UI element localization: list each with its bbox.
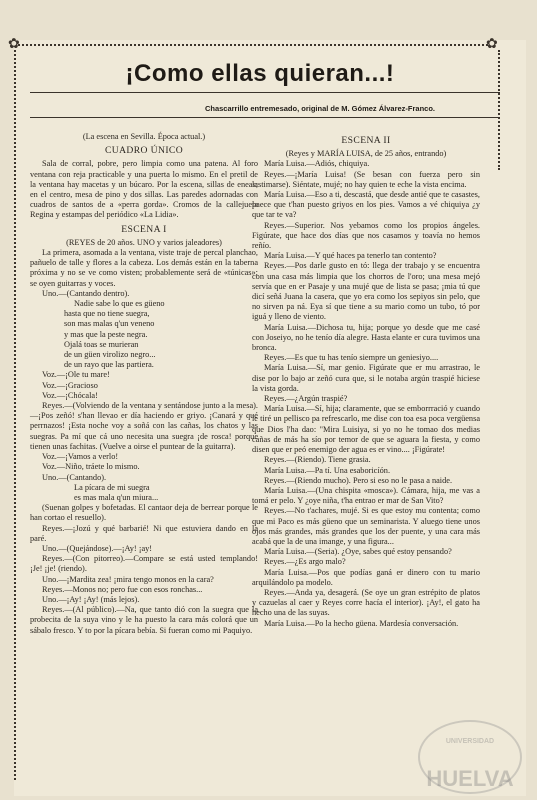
paragraph: Uno.—¡Mardita zea! ¡mira tengo monos en la cara? [42, 574, 214, 584]
paragraph: Reyes.—¿Es argo malo? [264, 557, 346, 567]
paragraph: Voz.—¡Gracioso [42, 380, 98, 390]
paragraph: Reyes.—Monos no; pero fue con esos ronchas... [42, 584, 203, 594]
paragraph: (Suenan golpes y bofetadas. El cantaor deja de berrear porque le han cortao el resuello). [30, 503, 258, 523]
divider [30, 117, 500, 118]
ornament-corner-icon: ✿ [486, 37, 498, 52]
paragraph: Reyes.—Superior. Nos yebamos como los propios ángeles. Figúrate, que hace dos días que nos casamos y toavía no hemos reñío. [252, 220, 480, 251]
stage-direction: (Reyes y MARÍA LUISA, de 25 años, entrando) [285, 149, 447, 159]
stage-direction: (La escena en Sevilla. Época actual.) [82, 132, 206, 141]
paragraph: Uno.—¡Ay! ¡Ay! (más lejos). [42, 594, 140, 604]
paragraph: Reyes.—Es que tu has tenío siempre un geniesiyo.... [264, 353, 439, 363]
paragraph: La primera, asomada a la ventana, viste traje de percal planchao, pañuelo de talle y flores a la cabeza. Los demás están en la taberna próxima y no se ve como visten; probablemente será de «túnicas»; se oyen guitarras y voces. [30, 248, 258, 288]
decorative-border-left [14, 50, 22, 780]
paragraph: Reyes.—(Riendo mucho). Pero si eso no le pasa a naide. [264, 475, 453, 485]
paragraph: Reyes.—(Al público).—Na, que tanto dió con la suegra que la probecita de la suya vino y le ha puesto la cara más colorá que un sábalo fresco. Y to por la pícara bebía. Si fueran como mi Paquiyo. [30, 605, 258, 635]
decorative-border-top [18, 44, 488, 52]
paragraph: Reyes.—Pos darle gusto en tó: llega der trabajo y se encuentra con una casa más limpia que los chorros de l'oro; una mesa mejó servía que en er Pasaje y una mujé que de lista se pasa; ¡mia tú que dicí señá Juana la casera, que yo era como los sepiyos sin pelo, que no sirven pa ná. Eya sí que tiene a su mario como un tubo, tó por iguá y lleno de viento. [252, 261, 480, 322]
paragraph: María Luisa.—Sí, hija; claramente, que se emborrració y cuando le tiré un pellisco pa refrescarlo, me dise con toa esa poca vergüensa que Dios l'ha dao: "Mira Luisiya, si yo no he tomao dos medias cañas de más ha sío por temor de que se aguara la fiesta, y como disen que er peó enemigo der agua es er vino.... ¡Figúrate! [252, 404, 480, 455]
verse-line: de un güen virolizo negro... [64, 350, 156, 360]
paragraph: Voz.—¡Ole tu mare! [42, 370, 110, 380]
paragraph: Reyes.—No t'achares, mujé. Si es que estoy mu contenta; como que mi Paco es más güeno que un seminarista. Y aluego tiene unos ojos más grandes, más grandes que los der puente, y una cara más acabá que la de una imange, y una figura... [252, 506, 480, 546]
page-subtitle: Chascarrillo entremesado, original de M. Gómez Álvarez-Franco. [204, 104, 436, 113]
section-heading: ESCENA II [341, 135, 391, 146]
stage-direction: (REYES de 20 años. UNO y varios jaleadores) [66, 237, 222, 247]
paragraph: María Luisa.—(Una chispita «mosca»). Cámara, hija, me vas a tomá er pelo. Y ¿oye niña, t'ha entrao er mar de San Vito? [252, 485, 480, 506]
verse-line: y mas que la peste negra. [64, 329, 148, 339]
paragraph: Voz.—¡Chócala! [42, 390, 98, 400]
paragraph: Voz.—¡Vamos a verlo! [42, 452, 119, 462]
verse-line: son mas malas q'un veneno [64, 319, 155, 329]
paragraph: Reyes.—Anda ya, desagerá. (Se oye un gran estrépito de platos y cazuelas al caer y Reyes corre hacía el interior). ¡Ay!, el gato ha hecho una de las suyas. [252, 587, 480, 618]
verse-block [30, 483, 258, 503]
paragraph: María Luisa.—Pa tí. Una esaboricíón. [264, 465, 391, 475]
verse-line: Ojalá toas se murieran [64, 339, 139, 349]
paragraph: Reyes.—¿Argún traspié? [264, 394, 348, 404]
section-heading: CUADRO ÚNICO [104, 145, 184, 157]
verse-line: de un rayo que las partiera. [64, 360, 154, 370]
paragraph: María Luisa.—Eso a ti, descastá, que desde antié que te casastes, paece que t'han puesto griyos en los pies. Vamos a vé chiquiya ¿y que tar te va? [252, 190, 480, 220]
page-title: ¡Como ellas quieran...! [125, 60, 395, 87]
paragraph: Reyes.—¡Jozú y qué barbarié! Ni que estuviera dando en la paré. [30, 523, 258, 543]
library-stamp [418, 720, 522, 794]
stamp-label: UNIVERSIDAD [445, 738, 495, 745]
paragraph: María Luisa.—Adiós, chiquiya. [264, 159, 370, 169]
verse-line: Nadie sabe lo que es güeno [74, 299, 165, 309]
verse-line: La pícara de mi suegra [74, 482, 150, 492]
paragraph: María Luisa.—Po la hecho güena. Mardesía conversación. [264, 618, 459, 628]
paragraph: Reyes.—(Con pitorreo).—Compare se está usted templando! ¡Je! ¡je! (riendo). [30, 554, 258, 574]
paragraph: Sala de corral, pobre, pero limpia como una patena. Al foro ventana con reja practicable y una puerta lo mismo. En el pretil de la ventana hay macetas y un búcaro. Por la escena, sillas de eneas; en el centro, mesa de pino y dos sillas. Las paredes adornadas con cuadros de santos de a «perra gorda». Cromos de la callejuela Regina y estampas del periódico «La Lidia». [30, 159, 258, 220]
paragraph: María Luisa.—Pos que podías ganá er dinero con tu mario arquilándolo pa modelo. [252, 567, 480, 587]
stamp-text: HUELVA [426, 766, 514, 791]
paragraph: Uno.—(Cantando dentro). [42, 288, 130, 298]
divider [30, 92, 500, 93]
verse-line: hasta que no tiene suegra, [64, 309, 150, 319]
paragraph: María Luisa.—Y qué haces pa tenerlo tan contento? [264, 251, 437, 261]
verse-line: es mas mala q'un miura... [74, 492, 159, 502]
paragraph: Reyes.—(Riendo). Tiene grasia. [264, 455, 371, 465]
paragraph: Reyes.—(Volviendo de la ventana y sentándose junto a la mesa).—¡Pos zeñó! s'han llevao er día haciendo er griyo. ¡Canará y qué perrnazos! ¡Esta noche voy a soñá con las cañas, los chatos y las suegras. Pa mí que cá uno necesita una suegra ¡de rosca! porque tienen unas fachitas. (Vuelve a oirse el puntear de la guitarra). [30, 401, 258, 451]
paragraph: María Luisa.—Sí, mar genio. Figúrate que er mu arrastrao, le dise por lo bajo ar zeñó cura que, si le notaba argún traspié hiciese la vista gorda. [252, 363, 480, 393]
section-heading: ESCENA I [121, 223, 167, 235]
paragraph: María Luisa.—Dichosa tu, hija; porque yo desde que me casé con Joseiyo, no he tenío día alegre. Hasta elante er cura tuvimos una bronca. [252, 322, 480, 353]
paragraph: María Luisa.—(Seria). ¿Oye, sabes qué estoy pensando? [264, 547, 452, 557]
paragraph: Uno.—(Cantando). [42, 472, 107, 482]
text-column-right [252, 132, 480, 629]
paragraph: Uno.—(Quejándose).—¡Ay! ¡ay! [42, 543, 153, 553]
ornament-corner-icon: ✿ [8, 37, 20, 52]
paragraph: Reyes.—¡María Luisa! (Se besan con fuerza pero sin lastimarse). Siéntate, mujé; no hay quien te eche la vista encima. [252, 169, 480, 189]
text-column-left [30, 132, 258, 636]
verse-block [30, 299, 258, 370]
paragraph: Voz.—Niño, tráete lo mismo. [42, 462, 140, 472]
